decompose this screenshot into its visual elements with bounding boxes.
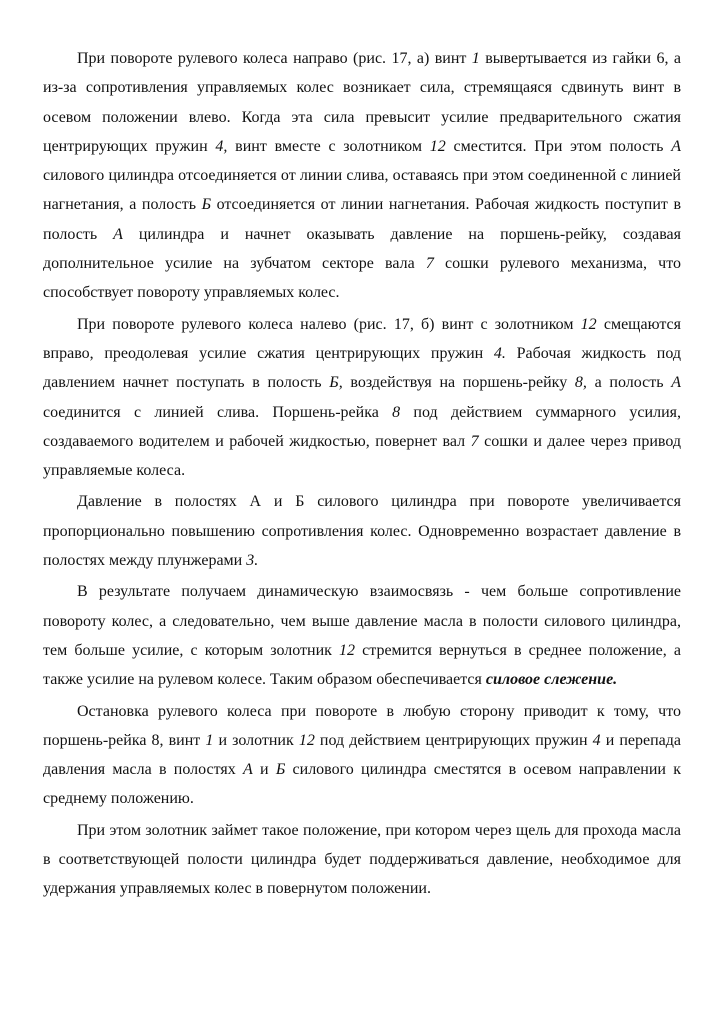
text-run: и перепада давления масла в полостях xyxy=(43,731,682,779)
text-run: При повороте рулевого колеса налево (рис. 17, б) винт с золотником xyxy=(77,315,581,333)
text-run: сместится. При этом полость xyxy=(445,137,672,155)
text-run: сошки рулевого механизма, что способствует повороту управляемых колес. xyxy=(43,255,682,302)
document-page xyxy=(43,44,681,904)
italic-ref: 12 xyxy=(580,315,597,333)
italic-ref: 1 xyxy=(205,731,214,749)
italic-ref: 4. xyxy=(493,344,506,362)
text-run: При этом золотник займет такое положение, при котором через щель для прохода масла в соответствующей полости цилиндра будет поддерживаться давление, необходимое для удержания управляемых колес в повернутом положении. xyxy=(43,821,681,898)
text-run: силового цилиндра отсоединяется от линии слива, оставаясь при этом соединенной с линией нагнетания, а полость xyxy=(43,167,681,214)
paragraph-6 xyxy=(43,816,681,904)
text-run: винт вместе с золотником xyxy=(227,137,430,155)
text-run: и золотник xyxy=(213,731,299,749)
text-run: Рабочая жидкость под давлением начнет поступать в полость xyxy=(43,344,681,392)
paragraph-1 xyxy=(43,44,681,308)
text-run: сошки и далее через привод управляемые колеса. xyxy=(43,432,682,480)
italic-ref: 3. xyxy=(246,552,259,570)
italic-ref: 12 xyxy=(429,137,446,155)
italic-ref: А xyxy=(671,374,681,392)
text-run: соединится с линией слива. Поршень-рейка xyxy=(43,403,393,421)
italic-ref: 12 xyxy=(298,731,315,749)
text-run: а полость xyxy=(586,374,672,392)
text-run: отсоединяется от линии нагнетания. Рабочая жидкость поступит в полость xyxy=(43,196,681,243)
text-run: стремится вернуться в среднее положение, а также усилие на рулевом колесе. Таким образом обеспечивается xyxy=(43,641,682,689)
text-run: под действием центрирующих пружин xyxy=(314,731,593,749)
paragraph-3 xyxy=(43,487,681,575)
italic-ref: 1 xyxy=(471,50,480,67)
text-run: и xyxy=(252,761,276,779)
italic-ref: А xyxy=(671,137,682,155)
text-run: Остановка рулевого колеса при повороте в любую сторону приводит к тому, что поршень-рейка 8, винт xyxy=(43,702,681,749)
italic-ref: 8 xyxy=(392,403,401,421)
italic-ref: 4 xyxy=(592,731,601,749)
text-run: В результате получаем динамическую взаимосвязь - чем больше сопротивление повороту колес, а следовательно, чем выше давление масла в полости силового цилиндра, тем больше усилие, с которым золотник xyxy=(43,583,681,659)
italic-ref: 4, xyxy=(215,137,228,155)
paragraph-2 xyxy=(43,310,681,486)
text-run: под действием суммарного усилия, создаваемого водителем и рабочей жидкостью, повернет вал xyxy=(43,403,682,450)
text-run: силового цилиндра сместятся в осевом направлении к среднему положению. xyxy=(43,761,681,808)
italic-ref: Б xyxy=(275,761,286,779)
italic-ref: А xyxy=(113,225,123,243)
italic-ref: Б, xyxy=(329,374,343,392)
text-run: При повороте рулевого колеса направо (рис. 17, а) винт xyxy=(77,50,472,67)
text-run: воздействуя на поршень-рейку xyxy=(342,374,575,392)
text-run: смещаются вправо, преодолевая усилие сжатия центрирующих пружин xyxy=(43,315,681,362)
emphasis-term: силовое слежение. xyxy=(485,671,618,689)
italic-ref: 8, xyxy=(574,374,587,392)
italic-ref: Б xyxy=(201,196,212,214)
italic-ref: А xyxy=(243,761,253,779)
paragraph-5 xyxy=(43,697,681,814)
italic-ref: 7 xyxy=(470,432,479,450)
italic-ref: 12 xyxy=(339,641,356,659)
italic-ref: 7 xyxy=(425,255,434,273)
text-run: Давление в полостях А и Б силового цилиндра при повороте увеличивается пропорционально повышению сопротивления колес. Одновременно возрастает давление в полостях между плунжерами xyxy=(43,493,681,570)
text-run: цилиндра и начнет оказывать давление на поршень-рейку, создавая дополнительное усилие на зубчатом секторе вала xyxy=(43,225,682,273)
text-run: вывертывается из гайки 6, а из-за сопротивления управляемых колес возникает сила, стремящаяся сдвинуть винт в осевом положении влево. Когда эта сила превысит усилие предварительного сжатия центрирующих пружин xyxy=(43,50,682,155)
paragraph-4 xyxy=(43,577,681,694)
